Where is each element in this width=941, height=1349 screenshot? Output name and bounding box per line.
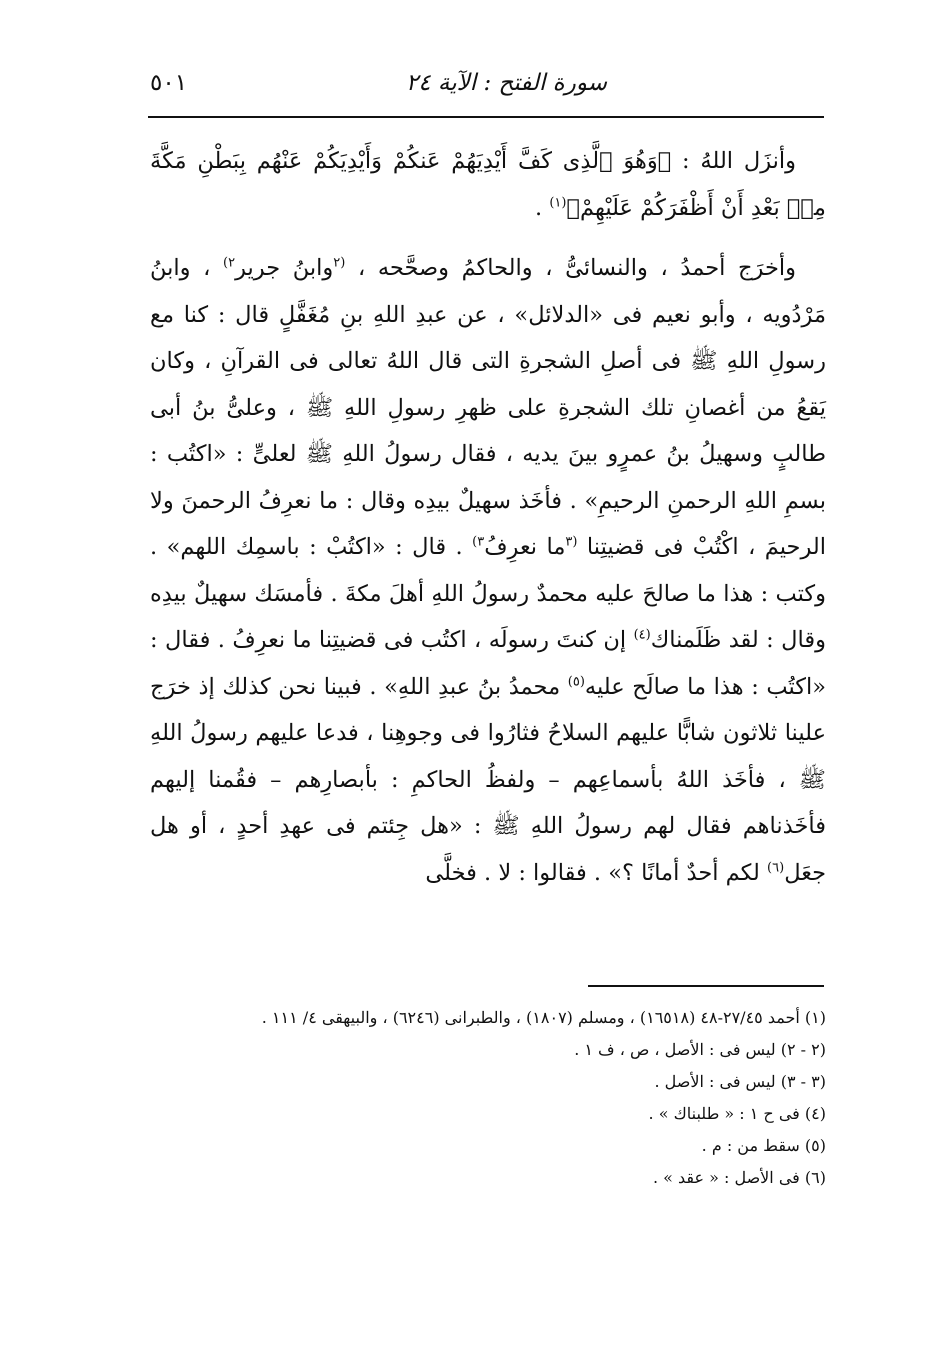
body-text	[150, 138, 826, 896]
footnote-ref: ٣)	[472, 534, 485, 550]
paragraph-hadith	[150, 245, 826, 896]
footnote-ref: (٤)	[633, 627, 651, 643]
footnote-item: (٤) فى ح ١ : « طلبناك » .	[648, 1104, 826, 1123]
footnote-item: (٢ - ٢) ليس فى : الأصل ، ص ، ف ١ .	[574, 1040, 826, 1059]
footnote-ref: (٦)	[767, 860, 785, 875]
footnote-item: (٣ - ٣) ليس فى : الأصل .	[654, 1072, 826, 1091]
page-number: ٥٠١	[150, 70, 188, 96]
footnote-item: (١) أحمد ٢٧/٤٥-٤٨ (١٦٥١٨) ، ومسلم (١٨٠٧) ، والطبرانى (٦٢٤٦) ، والبيهقى ٤/ ١١١ .	[261, 1008, 826, 1027]
header-rule	[148, 116, 824, 118]
text-span: إن كنتَ رسولَه ، اكتُب فى قضيتِنا ما نعرِفُ . فقال : «اكتُب : هذا ما صالَح عليه	[150, 627, 827, 700]
footnote-item: (٦) فى الأصل : « عقد » .	[652, 1168, 826, 1187]
text-span: لكم أحدٌ أمانًا ؟» . فقالوا : لا . فخلَّى	[425, 859, 768, 886]
footnotes	[150, 1002, 826, 1194]
footnote-item: (٥) سقط من : م .	[701, 1136, 826, 1155]
text-span: . قال : «اكتُبْ : باسمِك اللهم» . وكتب : هذا ما صالحَ عليه محمدٌ رسولُ اللهِ أهلَ مكةَ . فأمسَك سهيلٌ بيدِه وقال : لقد ظَلَمناك	[150, 534, 826, 653]
paragraph-quran-verse	[150, 138, 826, 231]
text-span: ما نعرِفُ	[484, 534, 566, 560]
page-header	[150, 62, 822, 114]
running-title: سورة الفتح : الآية ٢٤	[405, 70, 607, 96]
footnote-ref: (١)	[549, 195, 567, 210]
text-span: محمدُ بنُ عبدِ اللهِ» . فبينا نحن كذلك إذ خرَج علينا ثلاثون شابًّا عليهم السلاحُ فثارُوا فى وجوهِنا ، فدعا عليهم رسولُ اللهِ ﷺ ، فأخَذ اللهُ بأسماعِهم – ولفظُ الحاكمِ : بأبصارِهم – فقُمنا إليهم فأخَذناهم فقال لهم رسولُ اللهِ ﷺ : «هل جِئتم فى عهدِ أحدٍ ، أو هل جعَل	[150, 673, 826, 886]
footnote-ref: ٢)	[223, 255, 236, 271]
footnote-ref: (٥)	[567, 674, 585, 689]
verse-intro: وأنزَل اللهُ :	[671, 148, 796, 174]
text-span: وابنُ جرير	[235, 255, 334, 281]
quran-verse: ﴿وَهُوَ ٱلَّذِى كَفَّ أَيْدِيَهُمْ عَنكُمْ وَأَيْدِيَكُمْ عَنْهُم بِبَطْنِ مَكَّةَ مِنۢ بَعْدِ أَنْ أَظْفَرَكُمْ عَلَيْهِمْ﴾	[150, 148, 826, 221]
text-span: .	[535, 194, 550, 221]
text-span: وأخرَج أحمدُ ، والنسائىُّ ، والحاكمُ وصحَّحه ،	[345, 255, 796, 281]
footnote-separator	[588, 985, 824, 987]
footnote-ref: (٣	[565, 534, 578, 550]
text-span: ، وابنُ مَرْدُويه ، وأبو نعيم فى «الدلائل» ، عن عبدِ اللهِ بنِ مُغَفَّلٍ قال : كنا مع رسولِ اللهِ ﷺ فى أصلِ الشجرةِ التى قال اللهُ تعالى فى القرآنِ ، وكان يَقعُ من أغصانِ تلك الشجرةِ على ظهرِ رسولِ اللهِ ﷺ ، وعلىُّ بنُ أبى طالبٍ وسهيلُ بنُ عمرٍو بينَ يديه ، فقال رسولُ اللهِ ﷺ لعلىٍّ : «اكتُب : بسمِ اللهِ الرحمنِ الرحيمِ» . فأخَذ سهيلٌ بيدِه وقال : ما نعرِفُ الرحمنَ ولا الرحيمَ ، اكْتُبْ فى قضيتِنا	[150, 255, 826, 560]
footnote-ref: (٢	[333, 255, 346, 271]
